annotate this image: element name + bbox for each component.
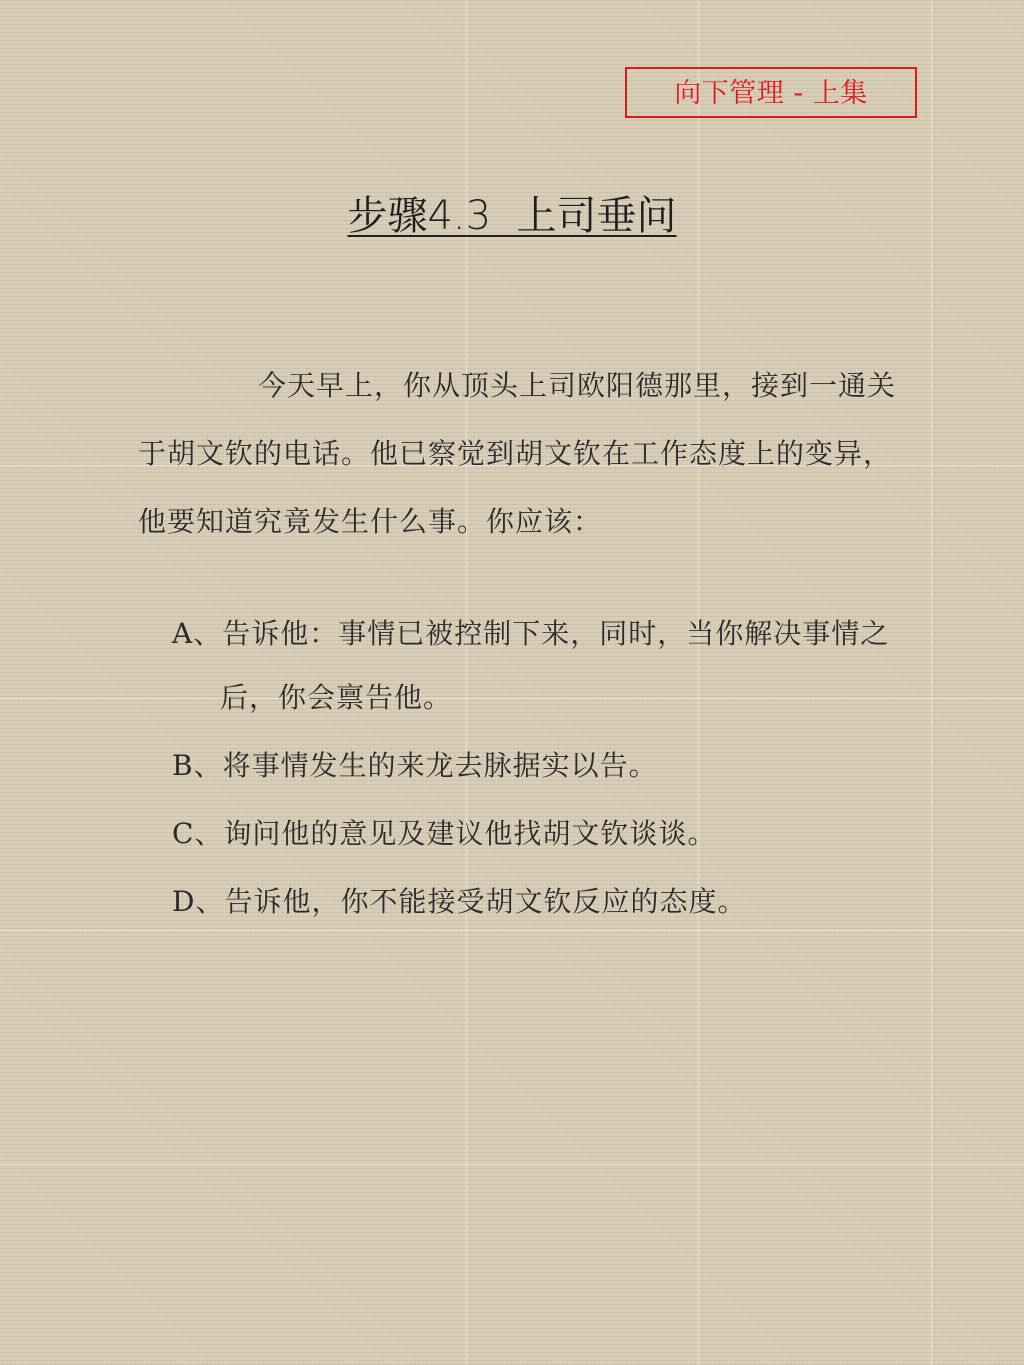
series-tag: 向下管理 - 上集 <box>625 67 917 118</box>
answer-options <box>172 602 922 938</box>
option-d: D、告诉他，你不能接受胡文钦反应的态度。 <box>172 885 747 918</box>
page-title <box>0 188 1024 244</box>
scenario-paragraph: 今天早上，你从顶头上司欧阳德那里，接到一通关于胡文钦的电话。他已察觉到胡文钦在工作态度上的变异，他要知道究竟发生什么事。你应该： <box>138 369 897 538</box>
option-b: B、将事情发生的来龙去脉据实以告。 <box>172 749 658 782</box>
option-a: A、告诉他：事情已被控制下来，同时，当你解决事情之后，你会禀告他。 <box>172 617 890 714</box>
grid-line <box>0 1164 1024 1165</box>
option-c: C、询问他的意见及建议他找胡文钦谈谈。 <box>172 817 717 850</box>
page-title-text: 步骤4.3 上司垂问 <box>347 193 677 239</box>
